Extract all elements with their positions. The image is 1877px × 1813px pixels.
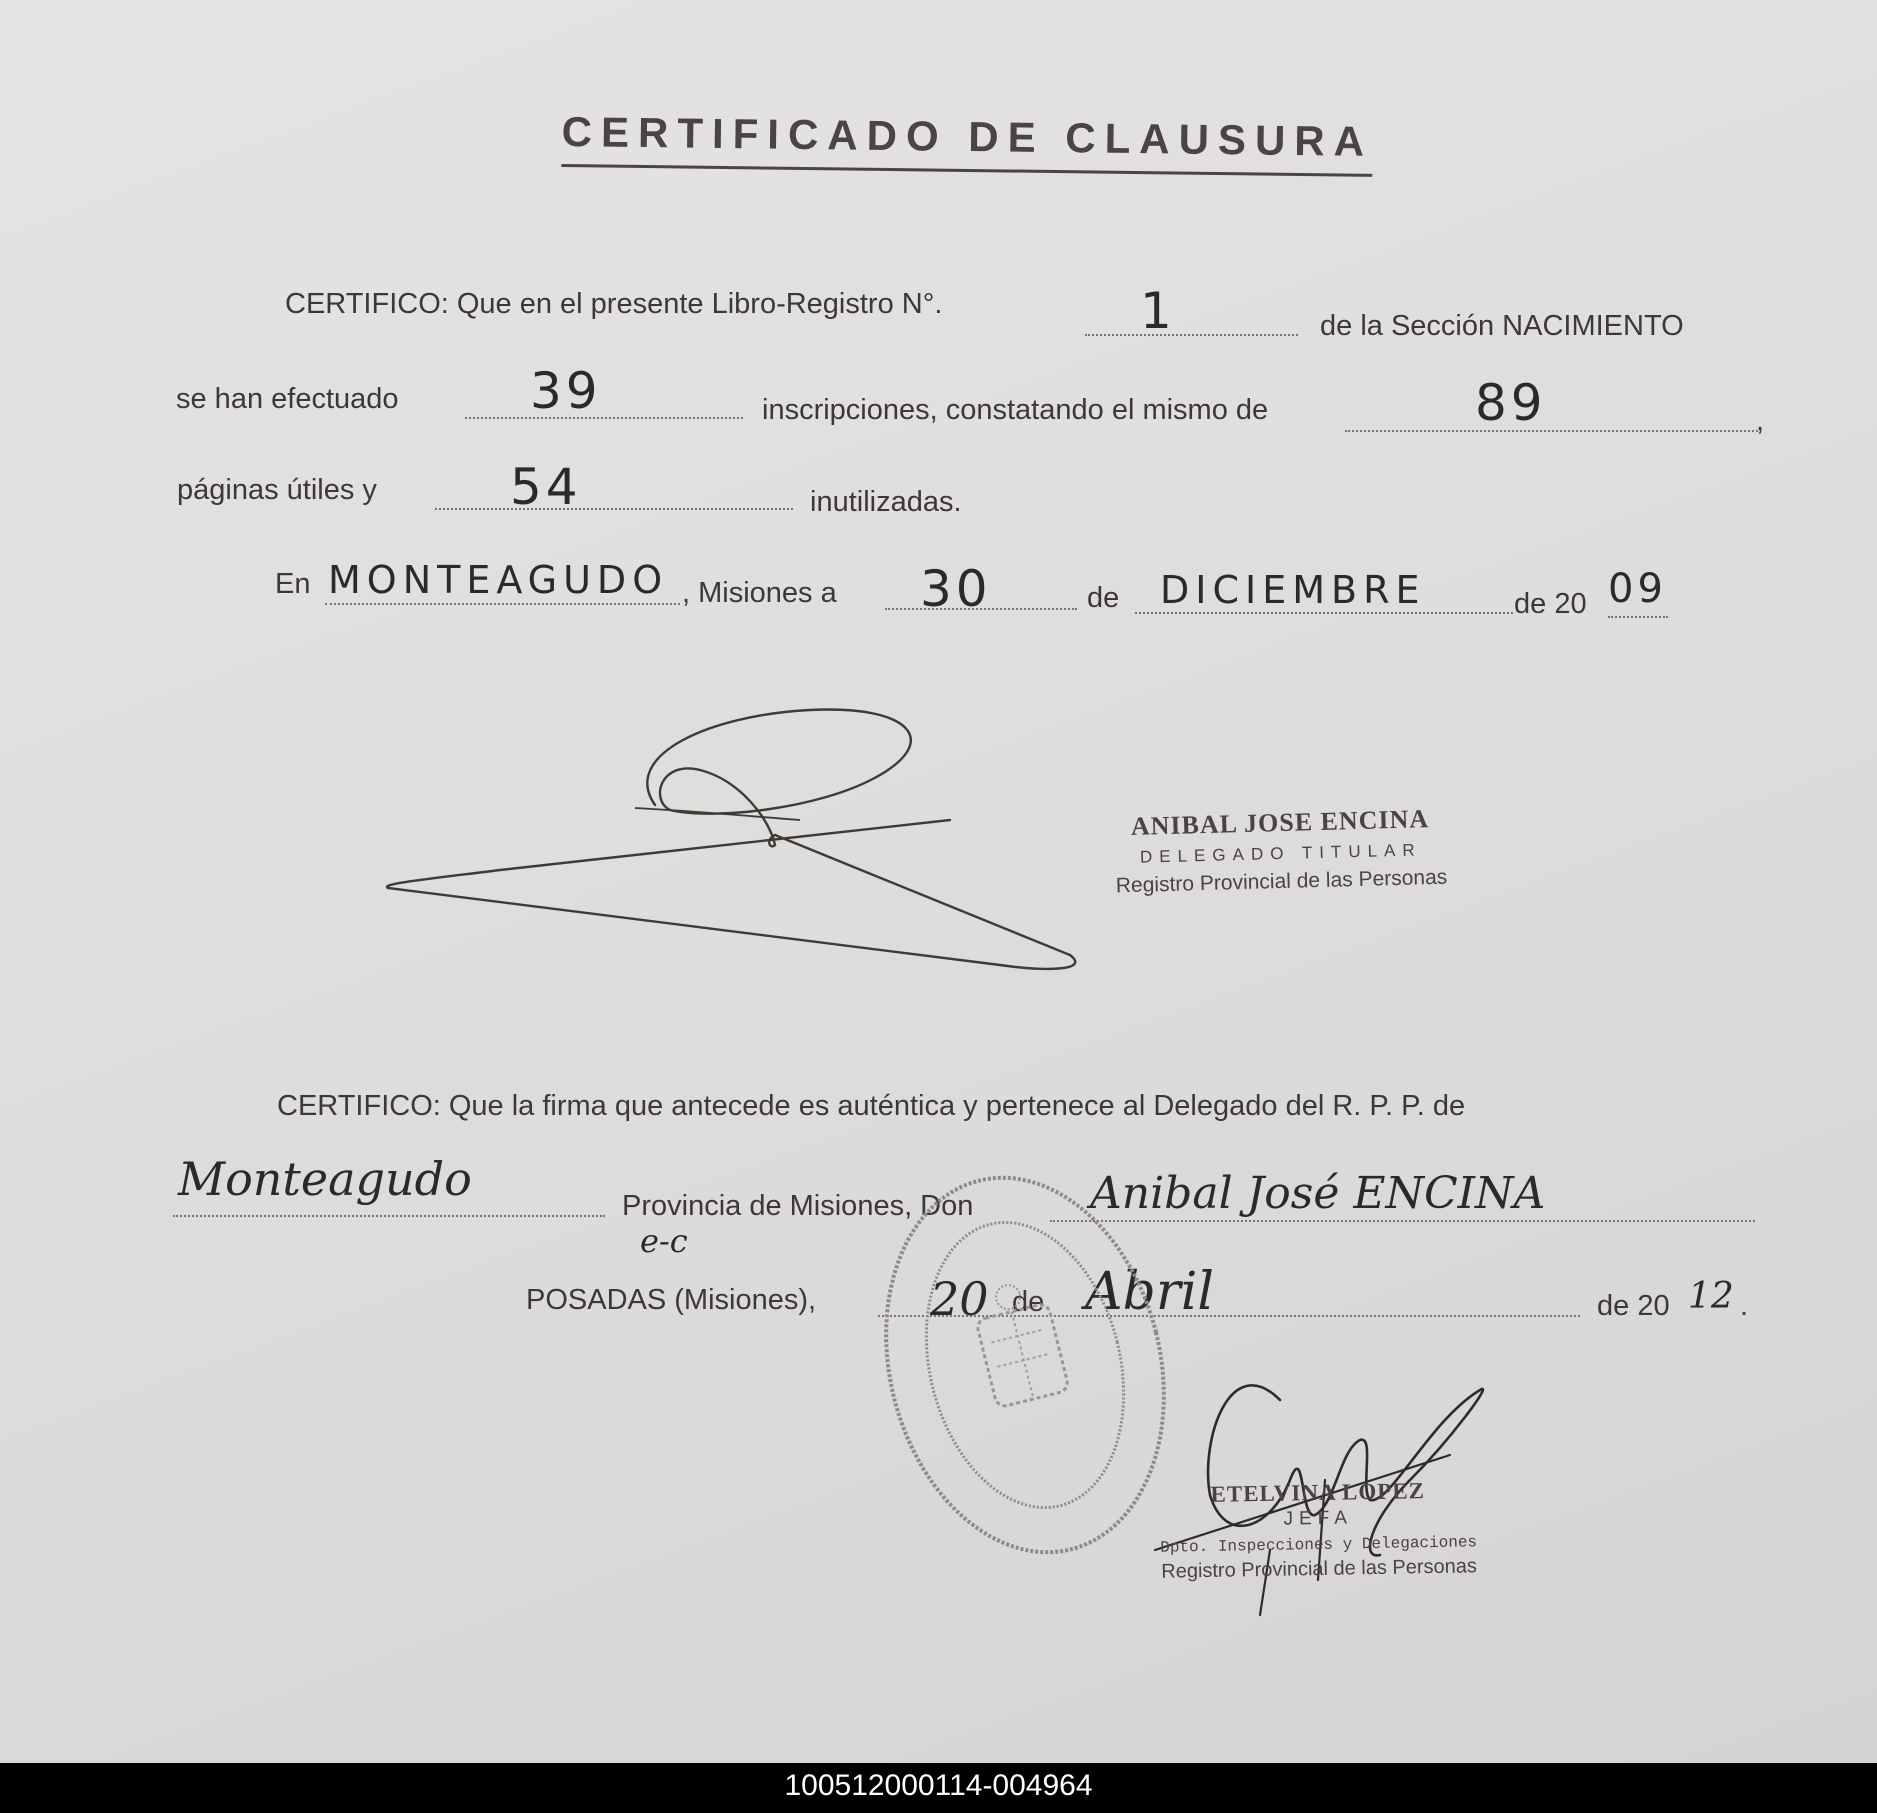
year-value: 09 xyxy=(1608,566,1667,612)
delegate-title: DELEGADO TITULAR xyxy=(1139,840,1422,867)
cert2-place-dotted-line xyxy=(173,1215,605,1217)
cert2-line3-de: de xyxy=(1012,1286,1045,1318)
cert1-line2-text: se han efectuado xyxy=(176,383,399,415)
inscriptions-value: 39 xyxy=(530,362,602,420)
cert2-place-value: Monteagudo xyxy=(178,1152,472,1206)
day-value: 30 xyxy=(920,560,992,618)
cert2-line3-year-prefix: de 20 xyxy=(1597,1290,1670,1322)
cert1-line2-comma: , xyxy=(1756,405,1765,437)
cert2-line3-period: . xyxy=(1740,1290,1749,1322)
book-number-value: 1 xyxy=(1140,282,1176,340)
month-value: DICIEMBRE xyxy=(1160,568,1426,612)
voided-pages-value: 54 xyxy=(510,458,582,516)
cert2-line2-text: Provincia de Misiones, Don xyxy=(622,1190,974,1222)
cert2-note: e-c xyxy=(640,1222,688,1260)
cert1-line4-misiones: , Misiones a xyxy=(682,577,837,609)
chief-stamp xyxy=(1159,1477,1478,1584)
cert1-line1-text: CERTIFICO: Que en el presente Libro-Registro N°. xyxy=(285,288,943,320)
cert2-year-value: 12 xyxy=(1688,1276,1734,1317)
document-code: 100512000114-004964 xyxy=(784,1769,1093,1802)
cert1-line2-mid-text: inscripciones, constatando el mismo de xyxy=(762,394,1269,426)
pages-dotted-line xyxy=(1345,430,1758,432)
cert1-line4-year-prefix: de 20 xyxy=(1514,588,1587,620)
chief-department: Dpto. Inspecciones y Delegaciones xyxy=(1160,1533,1478,1557)
delegate-stamp xyxy=(1114,804,1448,899)
chief-name: ETELVINA LOPEZ xyxy=(1210,1478,1426,1507)
cert2-name-value: Anibal José ENCINA xyxy=(1090,1168,1546,1219)
cert1-line3-text: páginas útiles y xyxy=(177,474,377,506)
place-dotted-line xyxy=(325,603,680,605)
cert1-line4-en: En xyxy=(275,568,311,600)
cert2-line3-text: POSADAS (Misiones), xyxy=(526,1284,817,1316)
cert1-line1-section-text: de la Sección NACIMIENTO xyxy=(1320,310,1684,342)
chief-office: Registro Provincial de las Personas xyxy=(1161,1555,1478,1583)
official-seal-icon xyxy=(870,1160,1180,1570)
cert2-line1-text: CERTIFICO: Que la firma que antecede es auténtica y pertenece al Delegado del R. P. P. de xyxy=(277,1090,1466,1122)
delegate-signature xyxy=(380,700,1100,980)
inscriptions-dotted-line xyxy=(465,417,743,419)
certificate-title: CERTIFICADO DE CLAUSURA xyxy=(561,108,1373,177)
book-number-dotted-line xyxy=(1085,334,1298,336)
cert2-day-value: 20 xyxy=(930,1272,989,1326)
delegate-name: ANIBAL JOSE ENCINA xyxy=(1130,804,1430,841)
chief-title: JEFA xyxy=(1283,1507,1354,1530)
footer-bar xyxy=(0,1763,1877,1813)
year-dotted-line xyxy=(1608,616,1668,618)
cert2-month-value: Abril xyxy=(1085,1262,1214,1322)
month-dotted-line xyxy=(1135,612,1513,614)
delegate-office: Registro Provincial de las Personas xyxy=(1115,865,1448,898)
cert1-line4-de: de xyxy=(1087,582,1120,614)
useful-pages-value: 89 xyxy=(1475,374,1547,432)
cert1-line3-end-text: inutilizadas. xyxy=(810,486,962,518)
voided-dotted-line xyxy=(435,508,793,510)
place-value: MONTEAGUDO xyxy=(328,558,669,602)
